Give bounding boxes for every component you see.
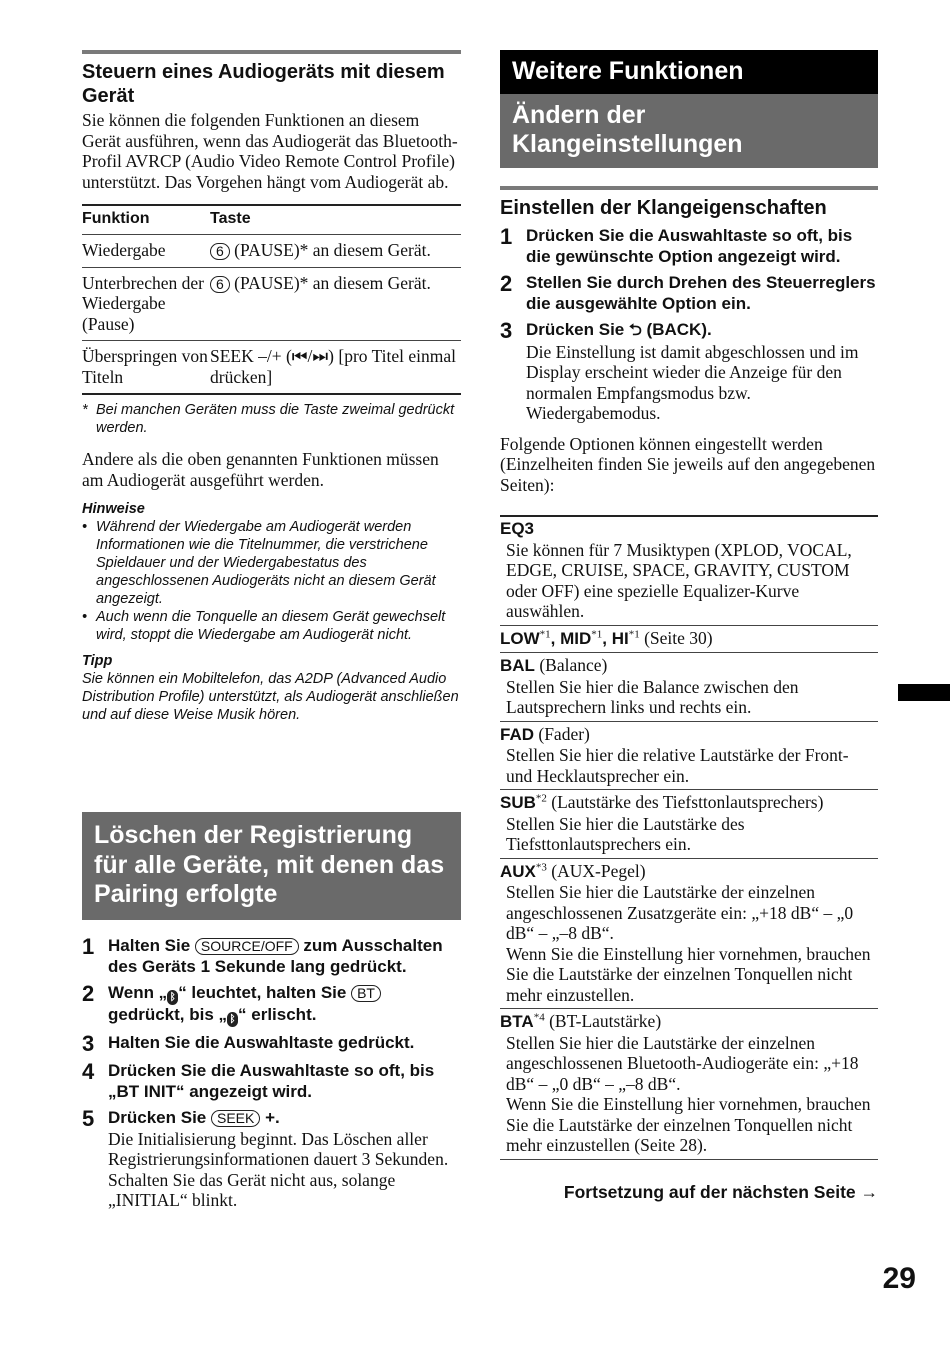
option-eq3 [500, 515, 878, 625]
option-low-mid-hi [500, 625, 878, 653]
option-sub [500, 789, 878, 858]
step-number: 3 [500, 318, 513, 343]
table-cell-button: SEEK –/+ (⏮/⏭) [pro Titel einmal drücken] [210, 341, 461, 395]
step-3 [82, 1033, 461, 1055]
section-header-sound-settings: Ändern der Klangeinstellungen [500, 94, 878, 168]
subsection-title: Einstellen der Klangeigenschaften [500, 197, 827, 219]
step-5 [82, 1108, 461, 1211]
option-footnote-mark: *4 [533, 1011, 545, 1024]
table-row [82, 267, 461, 341]
notes-title: Hinweise [82, 501, 145, 517]
page-number: 29 [882, 1262, 916, 1295]
table-cell-function: Wiedergabe [82, 235, 210, 268]
continued-note: Fortsetzung auf der nächsten Seite → [563, 1181, 878, 1202]
table-cell-text: (PAUSE)* an diesem Gerät. [229, 240, 431, 260]
option-footnote-mark: *3 [535, 861, 547, 874]
step-text: Stellen Sie durch Drehen des Steuerreglers die ausgewählte Option ein. [526, 273, 876, 313]
step-1 [82, 936, 461, 977]
option-subtitle: (Seite 30) [639, 627, 713, 648]
tip-text: Sie können ein Mobiltelefon, das A2DP (Advanced Audio Distribution Profile) unterstützt, als Audiogerät anschließen und auf diese Weise Musik hören. [82, 671, 459, 723]
intro-paragraph: Sie können die folgenden Funktionen an diesem Gerät ausführen, wenn das Audiogerät das Bluetooth-Profil AVRCP (Audio Video Remote Control Profile) unterstützt. Das Vorgehen hängt vom Audiogerät ab. [82, 110, 458, 192]
step-text: “ erlischt. [238, 1005, 317, 1024]
option-name: BTA [500, 1012, 534, 1031]
footnote-text: Bei manchen Geräten muss die Taste zweimal gedrückt werden. [96, 402, 455, 436]
option-fad [500, 721, 878, 790]
section-title-audio-control: Steuern eines Audiogeräts mit diesem Gerät [82, 61, 445, 107]
option-bta [500, 1008, 878, 1159]
table-header-button: Taste [210, 205, 461, 235]
options-intro: Folgende Optionen können eingestellt werden (Einzelheiten finden Sie jeweils auf den angegebenen Seiten): [500, 433, 876, 495]
option-description: Stellen Sie hier die relative Lautstärke der Front- und Hecklautsprecher ein. [506, 745, 849, 786]
table-cell-button [210, 267, 461, 341]
step-text: “ leuchtet, halten Sie [178, 983, 352, 1002]
option-subtitle: (Lautstärke des Tiefsttonlautsprechers) [546, 792, 824, 812]
section-rule [500, 186, 878, 190]
option-description: Stellen Sie hier die Lautstärke des Tiefsttonlautsprechers ein. [506, 813, 745, 854]
section-header-delete-registration: Löschen der Registrierung für alle Geräte, mit denen das Pairing erfolgte [82, 812, 461, 920]
tip-title: Tipp [82, 653, 113, 669]
button-6-icon: 6 [210, 243, 230, 260]
step-text: zum Ausschalten des Geräts 1 Sekunde lang gedrückt. [108, 936, 443, 976]
step-text: Drücken Sie die Auswahltaste so oft, bis die gewünschte Option angezeigt wird. [526, 226, 853, 266]
option-subtitle: (Fader) [534, 723, 590, 744]
option-name: , HI [602, 628, 629, 648]
step-number: 2 [500, 271, 513, 296]
step-text: Wenn „ [108, 983, 168, 1002]
step-text: gedrückt, bis „ [108, 1005, 228, 1024]
step-number: 1 [500, 224, 513, 249]
option-name: LOW [500, 628, 540, 648]
delete-registration-steps [82, 930, 461, 1211]
option-subtitle: (BT-Lautstärke) [544, 1011, 662, 1031]
option-aux [500, 858, 878, 1009]
option-description: Stellen Sie hier die Lautstärke der einzelnen angeschlossenen Zusatzgeräte ein: „+18 dB“ – „0 dB“ – „–8 dB“. [506, 882, 854, 943]
table-row [82, 341, 461, 395]
step-number: 3 [82, 1031, 95, 1056]
option-subtitle: (Balance) [534, 655, 608, 675]
bt-button-icon: BT [351, 985, 381, 1002]
option-description: Wenn Sie die Einstellung hier vornehmen, brauchen Sie die Lautstärke der einzelnen Tonquellen nicht mehr einzustellen (Seite 28). [506, 1094, 871, 1155]
note-text: Während der Wiedergabe am Audiogerät werden Informationen wie die Titelnummer, die verstrichene Spieldauer und der Wiedergabestatus des angeschlossenen Audiogeräts nicht an diesem Gerät angezeigt. [96, 519, 436, 607]
option-description: Wenn Sie die Einstellung hier vornehmen, brauchen Sie die Lautstärke der einzelnen Tonquellen nicht mehr einzustellen. [506, 943, 871, 1005]
option-bal [500, 652, 878, 721]
option-footnote-mark: *1 [591, 628, 603, 641]
step-description: Die Initialisierung beginnt. Das Löschen aller Registrierungsinformationen dauert 3 Sekunden. Schalten Sie das Gerät nicht aus, solange „INITIAL“ blinkt. [108, 1128, 449, 1210]
step-text: Drücken Sie [108, 1108, 211, 1127]
option-subtitle: (AUX-Pegel) [546, 860, 646, 881]
note-text: Auch wenn die Tonquelle an diesem Gerät gewechselt wird, stoppt die Wiedergabe am Audiogerät nicht. [96, 609, 446, 643]
option-name: , MID [550, 628, 592, 648]
back-arrow-icon: ⮌ [629, 322, 642, 339]
option-name: AUX [500, 861, 536, 881]
table-row [82, 235, 461, 268]
option-name: FAD [500, 724, 534, 744]
options-list [500, 515, 878, 1160]
option-description: Stellen Sie hier die Lautstärke der einzelnen angeschlossenen Bluetooth-Audiogeräte ein: „+18 dB“ – „0 dB“ – „–8 dB“. [506, 1032, 859, 1094]
option-name: BAL [500, 656, 535, 675]
step-text: Halten Sie die Auswahltaste gedrückt. [108, 1033, 415, 1052]
step-2 [500, 273, 878, 314]
option-footnote-mark: *2 [535, 792, 547, 805]
step-3 [500, 320, 878, 424]
bluetooth-icon: ᛒ [167, 990, 178, 1005]
right-column [500, 50, 878, 1203]
step-4 [82, 1061, 461, 1102]
footnote [82, 401, 461, 437]
step-number: 5 [82, 1106, 95, 1131]
bluetooth-icon: ᛒ [227, 1012, 238, 1027]
option-name: SUB [500, 793, 536, 812]
table-header-row [82, 205, 461, 235]
table-cell-function: Unterbrechen der Wiedergabe (Pause) [82, 267, 210, 341]
table-cell-text: (PAUSE)* an diesem Gerät. [229, 272, 431, 293]
note-item [82, 608, 461, 644]
option-name: EQ3 [500, 519, 535, 538]
bullet-icon: • [82, 609, 88, 625]
function-table [82, 204, 461, 395]
button-6-icon: 6 [210, 276, 230, 293]
step-text: Drücken Sie die Auswahltaste so oft, bis „BT INIT“ angezeigt wird. [108, 1061, 435, 1101]
section-rule [82, 50, 461, 54]
step-1 [500, 226, 878, 267]
note-item [82, 518, 461, 608]
chapter-tab-marker [898, 684, 950, 701]
table-cell-button [210, 235, 461, 268]
table-cell-function: Überspringen von Titeln [82, 341, 210, 395]
step-text: (BACK). [641, 320, 712, 339]
step-text: +. [260, 1108, 280, 1127]
step-text: Drücken Sie [526, 320, 629, 339]
after-table-paragraph: Andere als die oben genannten Funktionen müssen am Audiogerät ausgeführt werden. [82, 449, 439, 490]
table-header-function: Funktion [82, 205, 210, 235]
step-number: 1 [82, 934, 95, 959]
option-description: Sie können für 7 Musiktypen (XPLOD, VOCAL, EDGE, CRUISE, SPACE, GRAVITY, CUSTOM oder OFF) eine spezielle Equalizer-Kurve auswählen. [506, 539, 852, 621]
step-text: Halten Sie [108, 936, 195, 955]
left-column [82, 50, 461, 724]
option-footnote-mark: *1 [539, 628, 551, 641]
option-footnote-mark: *1 [628, 628, 640, 641]
step-number: 4 [82, 1059, 95, 1084]
seek-button-icon: SEEK [211, 1110, 260, 1127]
footnote-mark: * [82, 402, 88, 418]
chapter-header: Weitere Funktionen [500, 50, 878, 94]
step-description: Die Einstellung ist damit abgeschlossen und im Display erscheint wieder die Anzeige für den normalen Empfangsmodus bzw. Wiedergabemodus. [526, 341, 859, 423]
bullet-icon: • [82, 519, 88, 535]
step-number: 2 [82, 981, 95, 1006]
step-2 [82, 983, 461, 1027]
option-description: Stellen Sie hier die Balance zwischen den Lautsprechern links und rechts ein. [506, 676, 799, 717]
source-off-button-icon: SOURCE/OFF [195, 938, 299, 955]
